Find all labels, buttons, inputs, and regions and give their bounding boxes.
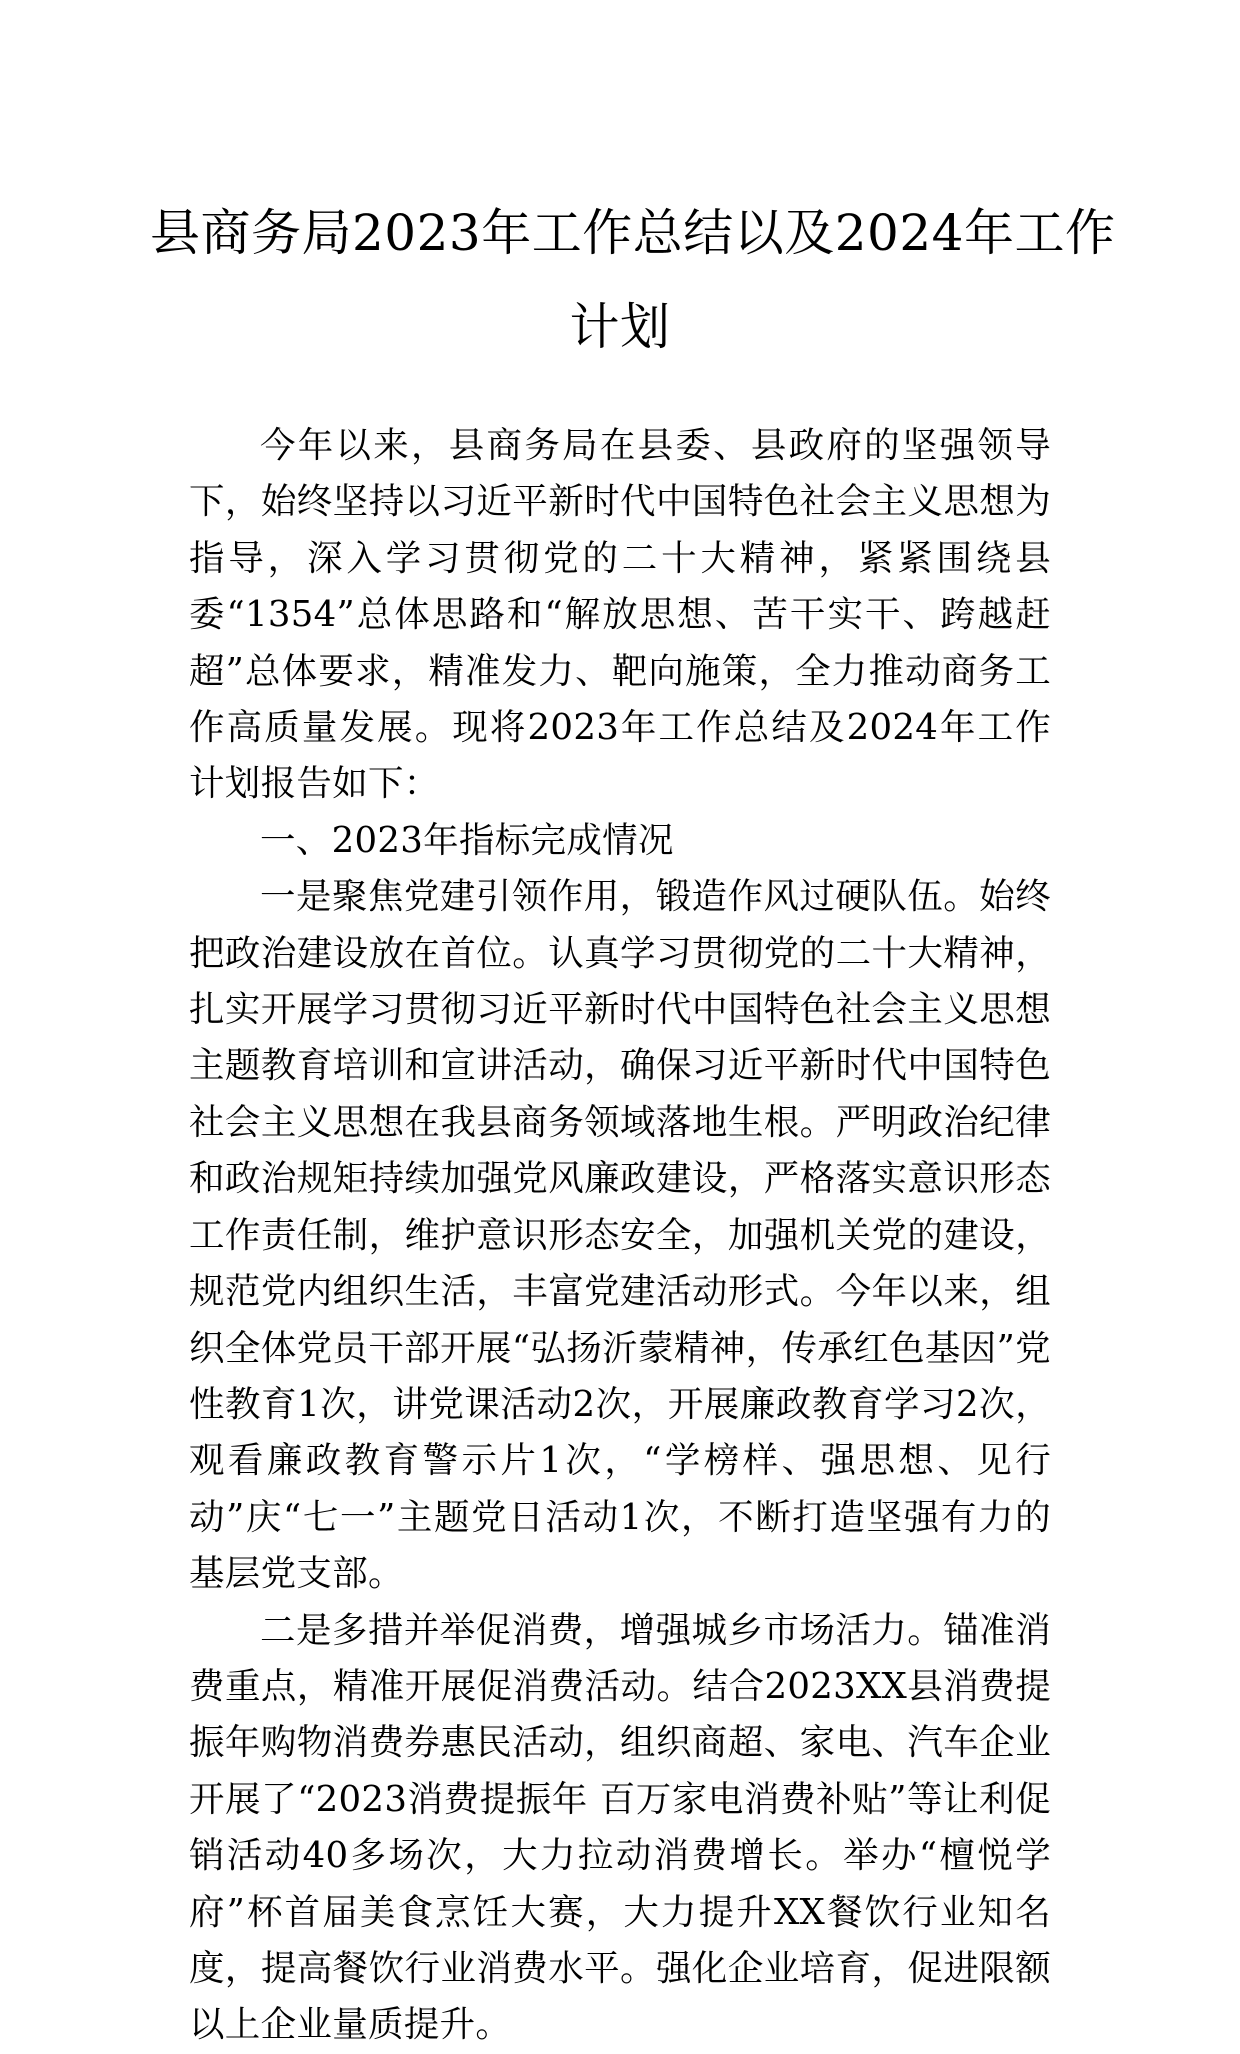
consumption-paragraph: 二是多措并举促消费，增强城乡市场活力。锚准消费重点，精准开展促消费活动。结合2023XX县消费提振年购物消费券惠民活动，组织商超、家电、汽车企业开展了“2023消费提振年 百万家电消费补贴”等让利促销活动40多场次，大力拉动消费增长。举办“檀悦学府”杯首届美食烹饪大赛，大力提升XX餐饮行业知名度，提高餐饮行业消费水平。强化企业培育，促进限额以上企业量质提升。 bbox=[189, 1609, 1051, 2046]
title-line-1: 县商务局2023年工作总结以及2024年工作 bbox=[150, 204, 1116, 262]
title-line-2: 计划 bbox=[569, 298, 671, 356]
party-building-paragraph: 一是聚焦党建引领作用，锻造作风过硬队伍。始终把政治建设放在首位。认真学习贯彻党的二十大精神，扎实开展学习贯彻习近平新时代中国特色社会主义思想主题教育培训和宣讲活动，确保习近平新时代中国特色社会主义思想在我县商务领域落地生根。严明政治纪律和政治规矩持续加强党风廉政建设，严格落实意识形态工作责任制，维护意识形态安全，加强机关党的建设，规范党内组织生活，丰富党建活动形式。今年以来，组织全体党员干部开展“弘扬沂蒙精神，传承红色基因”党性教育1次，讲党课活动2次，开展廉政教育学习2次，观看廉政教育警示片1次，“学榜样、强思想、见行动”庆“七一”主题党日活动1次，不断打造坚强有力的基层党支部。 bbox=[189, 876, 1051, 1595]
intro-paragraph: 今年以来，县商务局在县委、县政府的坚强领导下，始终坚持以习近平新时代中国特色社会主义思想为指导，深入学习贯彻党的二十大精神，紧紧围绕县委“1354”总体思路和“解放思想、苦干实干、跨越赶超”总体要求，精准发力、靶向施策，全力推动商务工作高质量发展。现将2023年工作总结及2024年工作计划报告如下： bbox=[189, 425, 1051, 805]
document-title bbox=[150, 186, 1116, 374]
document-body bbox=[189, 418, 1051, 2054]
section-heading-1: 一、2023年指标完成情况 bbox=[260, 819, 674, 861]
